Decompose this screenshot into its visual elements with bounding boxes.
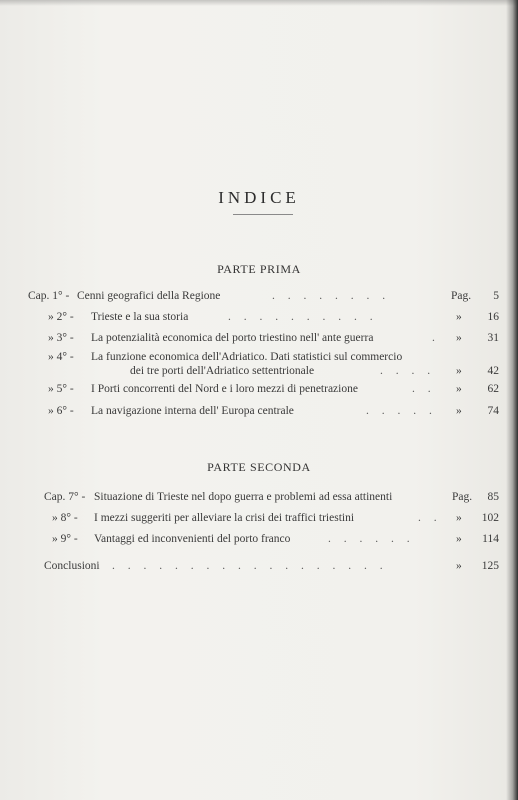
part-two-heading: PARTE SECONDA (207, 460, 311, 474)
toc-entry-page: 16 (487, 311, 499, 323)
toc-entry-page-label: » (456, 533, 462, 545)
toc-entry-page-label: » (456, 383, 462, 395)
toc-entry-page: 31 (487, 332, 499, 344)
toc-entry-prefix: » 5° - (48, 383, 74, 395)
toc-entry-page-label: » (456, 311, 462, 323)
toc-entry-leader: . . (418, 512, 442, 524)
toc-entry-title: La potenzialità economica del porto triestino nell' ante guerra (91, 332, 374, 344)
toc-entry (28, 381, 502, 397)
toc-entry-prefix: » 2° - (48, 311, 74, 323)
toc-entry-title-continued: dei tre porti dell'Adriatico settentrionale (130, 365, 315, 377)
toc-entry-title: Situazione di Trieste nel dopo guerra e problemi ad essa attinenti (94, 491, 393, 503)
toc-entry-title: Vantaggi ed inconvenienti del porto franco (94, 533, 291, 545)
toc-entry (28, 330, 502, 346)
toc-entry-title: Conclusioni (44, 560, 100, 572)
toc-entry-title: La navigazione interna dell' Europa centrale (91, 405, 294, 417)
toc-entry-title: Cenni geografici della Regione (77, 290, 221, 302)
toc-entry (28, 350, 502, 380)
page-binding-shadow (506, 0, 518, 800)
toc-entry (28, 403, 502, 419)
toc-entry (28, 309, 502, 325)
toc-entry-leader: . . . . . . . . (272, 290, 391, 302)
toc-entry-prefix: Cap. 7° - (44, 491, 86, 503)
toc-entry-page-label: » (456, 365, 462, 377)
toc-entry-page: 74 (487, 405, 499, 417)
toc-entry (28, 489, 502, 505)
toc-entry-page: 5 (493, 290, 499, 302)
toc-entry-leader: . . . . . . . . . . . . . . . . . . (112, 560, 388, 572)
toc-entry-leader: . . . . (380, 365, 436, 377)
title-rule (233, 214, 293, 215)
toc-entry (28, 531, 502, 547)
toc-entry-leader: . . . . . . (328, 533, 415, 545)
toc-entry-page: 102 (481, 512, 499, 524)
toc-entry-page: 62 (487, 383, 499, 395)
toc-entry-title: I mezzi suggeriti per alleviare la crisi dei traffici triestini (94, 512, 355, 524)
toc-entry-prefix: » 3° - (48, 332, 74, 344)
toc-entry-title: I Porti concorrenti del Nord e i loro mezzi di penetrazione (91, 383, 358, 395)
toc-entry-title: La funzione economica dell'Adriatico. Dati statistici sul commercio (91, 351, 403, 363)
toc-entry-leader: . . . . . (366, 405, 437, 417)
part-one-heading: PARTE PRIMA (217, 262, 301, 276)
toc-entry-prefix: » 6° - (48, 405, 74, 417)
toc-entry-prefix: » 8° - (52, 512, 78, 524)
toc-entry-conclusion (28, 558, 502, 574)
toc-entry (28, 288, 502, 304)
toc-entry-leader: . . . . . . . . . . (228, 311, 378, 323)
toc-entry-page: 125 (481, 560, 499, 572)
toc-entry-leader: . (432, 332, 440, 344)
toc-entry-page-label: » (456, 332, 462, 344)
toc-entry-leader: . . (412, 383, 436, 395)
toc-entry-page: 42 (487, 365, 499, 377)
toc-entry-prefix: Cap. 1° - (28, 290, 70, 302)
toc-entry-page-label: Pag. (452, 491, 473, 503)
toc-entry-page-label: » (456, 512, 462, 524)
toc-entry-prefix: » 4° - (48, 351, 74, 363)
toc-entry-title: Trieste e la sua storia (91, 311, 189, 323)
toc-entry-page-label: » (456, 560, 462, 572)
toc-entry-page: 114 (482, 533, 499, 545)
toc-entry (28, 510, 502, 526)
page-title: INDICE (218, 188, 300, 207)
toc-entry-page-label: Pag. (451, 290, 472, 302)
toc-entry-page-label: » (456, 405, 462, 417)
toc-entry-page: 85 (487, 491, 499, 503)
toc-entry-prefix: » 9° - (52, 533, 78, 545)
page-top-shadow (0, 0, 518, 6)
